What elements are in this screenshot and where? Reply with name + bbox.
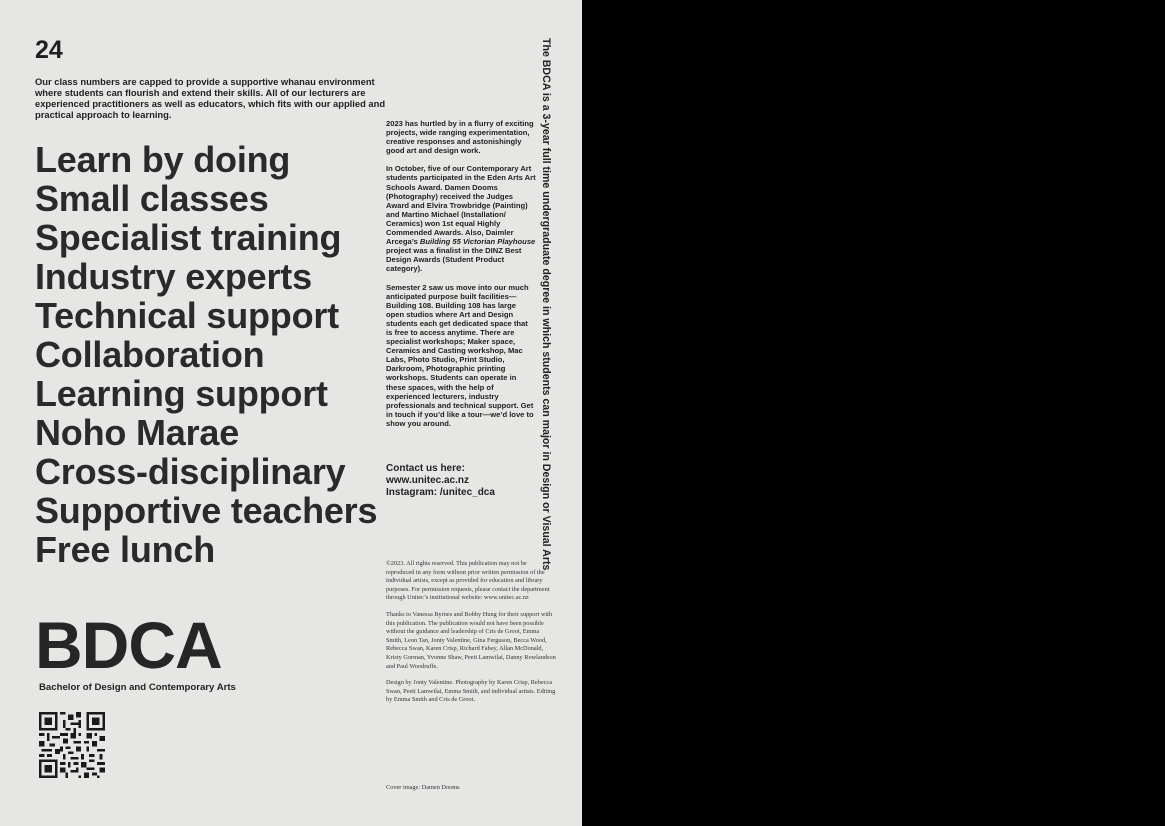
feature-item: Industry experts xyxy=(35,256,312,297)
fine-print xyxy=(386,560,556,713)
blank-black-area xyxy=(582,0,1165,826)
news-paragraph: In October, five of our Contemporary Art students participated in the Eden Arts Art Schools Award. Damen Dooms (Photography) received the Judges Award and Elvira Trowbridge (Painting) and Martino Michael (Installation/ Ceramics) won 1st equal Highly Commended Awards. Also, Daimler Arcega’s Building 55 Victorian Playhouse project was a finalist in the DINZ Best Design Awards (Student Product category). xyxy=(386,164,536,274)
feature-item: Technical support xyxy=(35,295,339,336)
feature-item: Learning support xyxy=(35,373,328,414)
page-number: 24 xyxy=(35,36,63,64)
intro-paragraph: Our class numbers are capped to provide a supportive whanau environment where students can flourish and extend their skills. All of our lecturers are experienced practitioners as well as educators, which fits with our applied and practical approach to learning. xyxy=(35,76,386,120)
qr-code-icon[interactable] xyxy=(39,712,105,778)
project-title: Building 55 Victorian Playhouse xyxy=(419,237,536,247)
feature-item: Free lunch xyxy=(35,529,216,570)
feature-item: Learn by doing xyxy=(35,139,291,180)
website-link[interactable]: www.unitec.ac.nz xyxy=(386,475,469,486)
news-paragraph: 2023 has hurtled by in a flurry of exciting projects, wide ranging experimentation, creative responses and astonishingly good art and design work. xyxy=(386,119,534,156)
instagram-link[interactable]: Instagram: /unitec_dca xyxy=(386,487,495,498)
vertical-tagline xyxy=(538,38,552,571)
vertical-tagline-text: The BDCA is a 3-year full time undergraduate degree in which students can major in Design or Visual Arts xyxy=(540,38,552,571)
feature-item: Supportive teachers xyxy=(35,490,378,531)
copyright-notice: ©2023. All rights reserved. This publication may not be reproduced in any form without prior written permission of the individual artists, except as provided for education and library purposes. For permission requests, please contact the department through Unitec’s institutional website: www.unitec.ac.nz xyxy=(386,560,550,602)
brand-full-name: Bachelor of Design and Contemporary Arts xyxy=(39,682,236,693)
feature-item: Specialist training xyxy=(35,217,342,258)
contact-heading: Contact us here: xyxy=(386,463,465,474)
brochure-page xyxy=(0,0,582,826)
feature-item: Small classes xyxy=(35,178,269,219)
feature-item: Noho Marae xyxy=(35,412,240,453)
news-column xyxy=(386,119,536,437)
contact-block xyxy=(386,463,495,499)
feature-item: Collaboration xyxy=(35,334,265,375)
feature-item: Cross-disciplinary xyxy=(35,451,346,492)
cover-credit: Cover image: Damen Dooms xyxy=(386,784,460,791)
news-paragraph: Semester 2 saw us move into our much anticipated purpose built facilities—Building 108. Building 108 has large open studios where Art and Design students each get dedicated space that is free to access anytime. There are specialist workshops; Maker space, Ceramics and Casting workshop, Mac Labs, Photo Studio, Print Studio, Darkroom, Photographic printing workshops. Students can operate in these spaces, with the help of experienced lecturers, industry professionals and technical support. Get in touch if you’d like a tour—we’d love to show you around. xyxy=(386,282,534,428)
acknowledgements: Thanks to Vanessa Byrnes and Bobby Hung for their support with this publication. The publication would not have been possible without the guidance and leadership of Cris de Groot, Emma Smith, Leon Tan, Jonty Valentine, Gina Ferguson, Becca Wood, Rebecca Swan, Karen Crisp, Richard Fahey, Allan McDonald, Kristy Gorman, Yvonne Shaw, Peeti Lamwilai, Danny Rowlandson and Paul Woodruffe. xyxy=(386,610,556,670)
brand-logo: BDCA xyxy=(35,608,222,682)
credits: Design by Jonty Valentine. Photography by Karen Crisp, Rebecca Swan, Peeti Lamwilai, Emma Smith, and individual artists. Editing by Emma Smith and Cris de Groot. xyxy=(386,679,556,704)
feature-list xyxy=(35,140,377,569)
